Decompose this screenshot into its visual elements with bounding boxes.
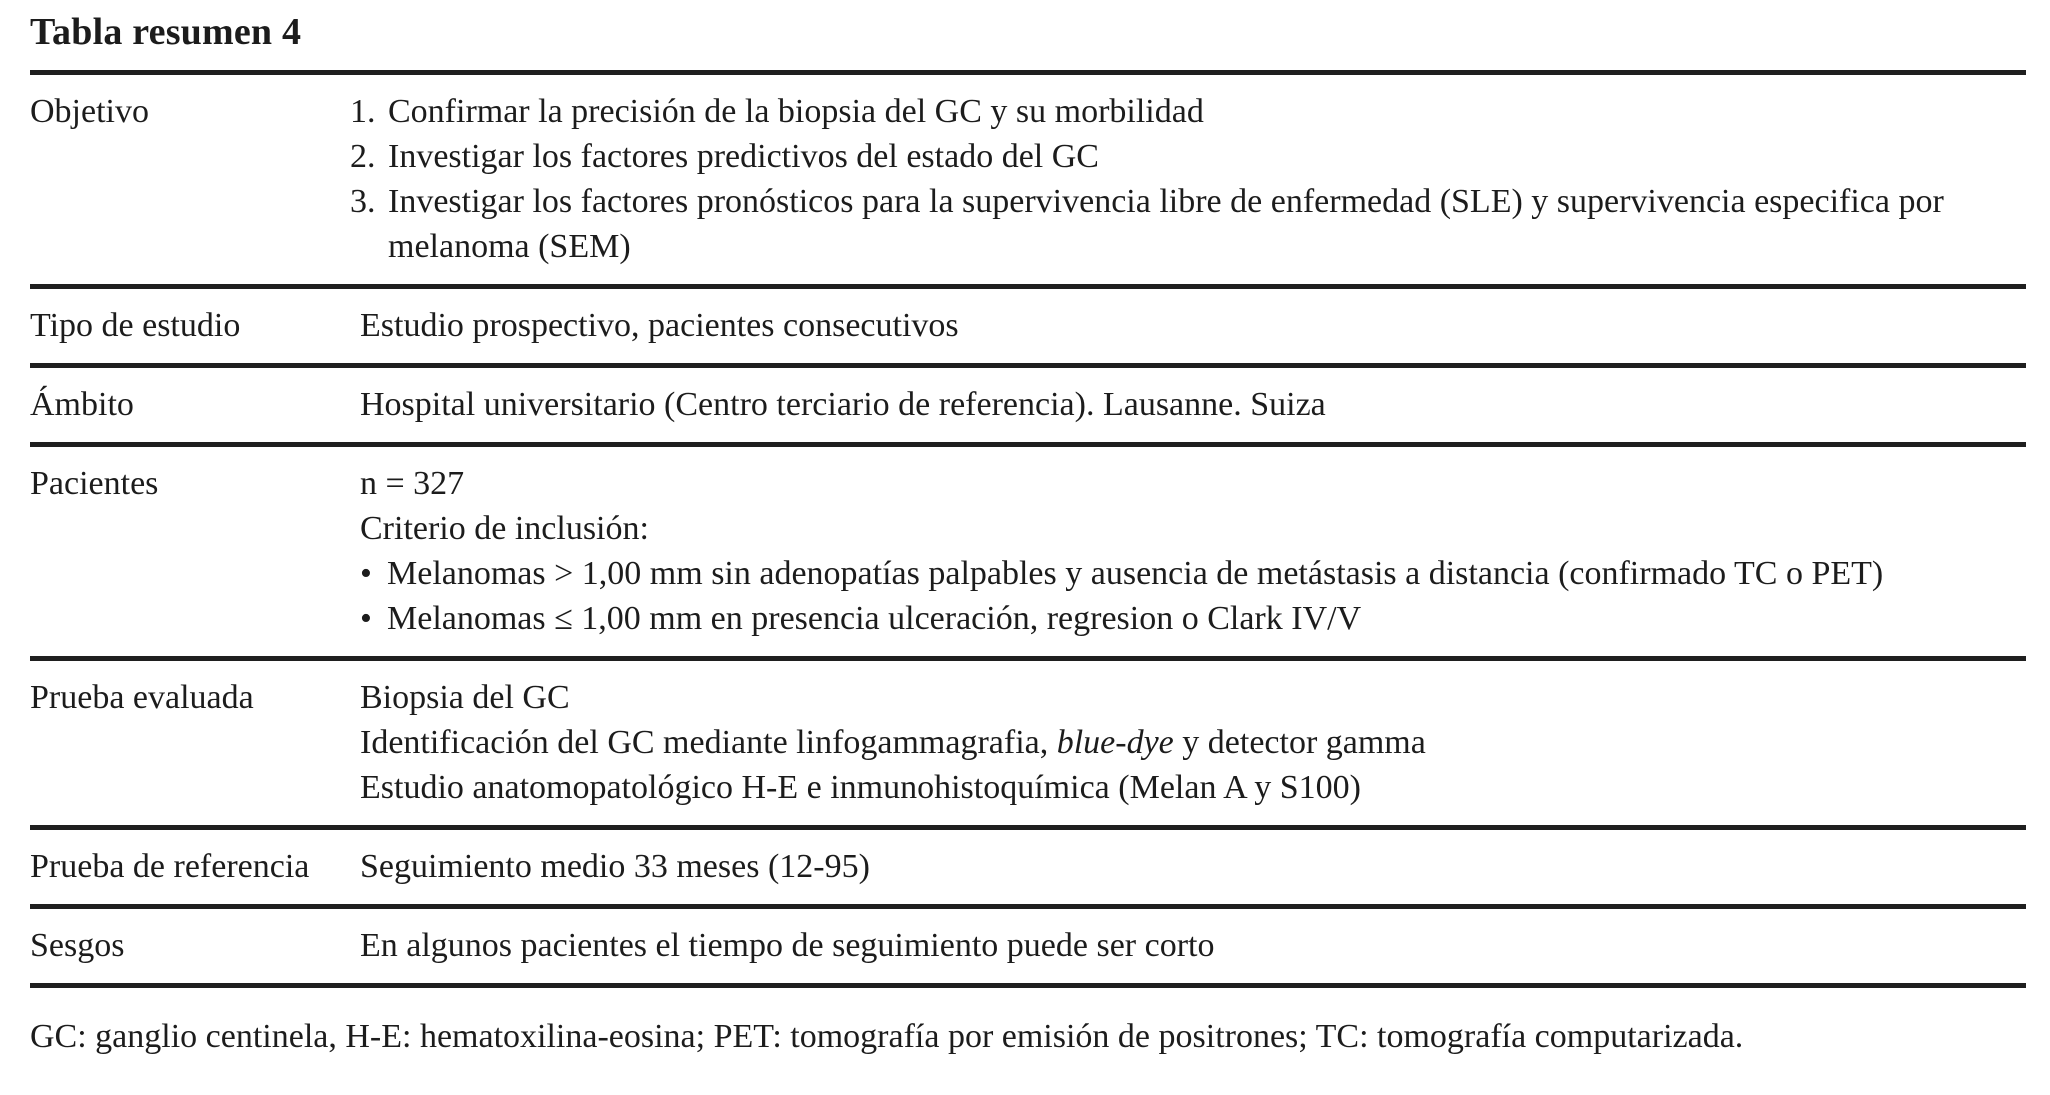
objetivo-item-1	[350, 89, 2026, 134]
bullet-icon: •	[360, 600, 372, 637]
prueba-evaluada-line-2-pre: Identificación del GC mediante linfogammagrafia,	[360, 724, 1057, 761]
objetivo-item-2-text: Investigar los factores predictivos del estado del GC	[388, 138, 1099, 175]
row-label-ambito: Ámbito	[30, 386, 134, 423]
table-row-objetivo	[30, 75, 2026, 284]
objetivo-item-2	[350, 134, 2026, 179]
prueba-evaluada-line-2-italic: blue-dye	[1056, 724, 1174, 761]
objetivo-item-2-number: 2.	[350, 138, 376, 175]
tipo-de-estudio-text: Estudio prospectivo, pacientes consecutivos	[360, 307, 959, 344]
row-content-ambito	[360, 382, 2026, 427]
row-content-objetivo	[350, 89, 2026, 269]
prueba-evaluada-line-1: Biopsia del GC	[360, 679, 570, 716]
objetivo-item-3	[350, 179, 2026, 224]
objetivo-item-1-number: 1.	[350, 93, 376, 130]
table-row-ambito	[30, 368, 2026, 442]
bullet-icon: •	[360, 555, 372, 592]
prueba-evaluada-line-2-post: y detector gamma	[1173, 724, 1426, 761]
table-title: Tabla resumen 4	[30, 11, 302, 53]
pacientes-criterion-2	[360, 596, 2026, 641]
row-label-pacientes: Pacientes	[30, 465, 159, 502]
ambito-text: Hospital universitario (Centro terciario de referencia). Lausanne. Suiza	[360, 386, 1326, 423]
objetivo-item-3-number: 3.	[350, 183, 376, 220]
objetivo-item-1-text: Confirmar la precisión de la biopsia del GC y su morbilidad	[388, 93, 1204, 130]
pacientes-criterion-1-text: Melanomas > 1,00 mm sin adenopatías palpables y ausencia de metástasis a distancia (confirmado TC o PET)	[387, 555, 1884, 592]
pacientes-criterion-2-text: Melanomas ≤ 1,00 mm en presencia ulceración, regresion o Clark IV/V	[387, 600, 1362, 637]
summary-table	[30, 8, 2026, 1059]
row-content-tipo-de-estudio	[360, 303, 2026, 348]
table-row-sesgos	[30, 909, 2026, 983]
pacientes-criterion-1	[360, 551, 2026, 596]
row-content-sesgos	[360, 923, 2026, 968]
prueba-evaluada-line-2	[360, 720, 2026, 765]
row-label-sesgos: Sesgos	[30, 927, 125, 964]
table-row-tipo-de-estudio	[30, 289, 2026, 363]
table-footnote: GC: ganglio centinela, H-E: hematoxilina-eosina; PET: tomografía por emisión de positrones; TC: tomografía computarizada.	[30, 1018, 1744, 1055]
table-row-prueba-evaluada	[30, 661, 2026, 825]
sesgos-text: En algunos pacientes el tiempo de seguimiento puede ser corto	[360, 927, 1215, 964]
row-label-prueba-evaluada: Prueba evaluada	[30, 679, 254, 716]
row-content-prueba-de-referencia	[360, 844, 2026, 889]
row-content-prueba-evaluada	[360, 675, 2026, 810]
objetivo-item-3-continuation: melanoma (SEM)	[388, 228, 631, 265]
table-row-prueba-de-referencia	[30, 830, 2026, 904]
objetivo-item-3-text: Investigar los factores pronósticos para la supervivencia libre de enfermedad (SLE) y supervivencia especifica por	[388, 183, 1944, 220]
prueba-de-referencia-text: Seguimiento medio 33 meses (12-95)	[360, 848, 870, 885]
table-row-pacientes	[30, 447, 2026, 656]
row-label-prueba-de-referencia: Prueba de referencia	[30, 848, 310, 885]
row-content-pacientes	[360, 461, 2026, 641]
row-label-objetivo: Objetivo	[30, 93, 149, 130]
row-label-tipo-de-estudio: Tipo de estudio	[30, 307, 241, 344]
pacientes-sample-size: n = 327	[360, 465, 465, 502]
pacientes-criteria-heading: Criterio de inclusión:	[360, 510, 649, 547]
prueba-evaluada-line-3: Estudio anatomopatológico H-E e inmunohistoquímica (Melan A y S100)	[360, 769, 1361, 806]
